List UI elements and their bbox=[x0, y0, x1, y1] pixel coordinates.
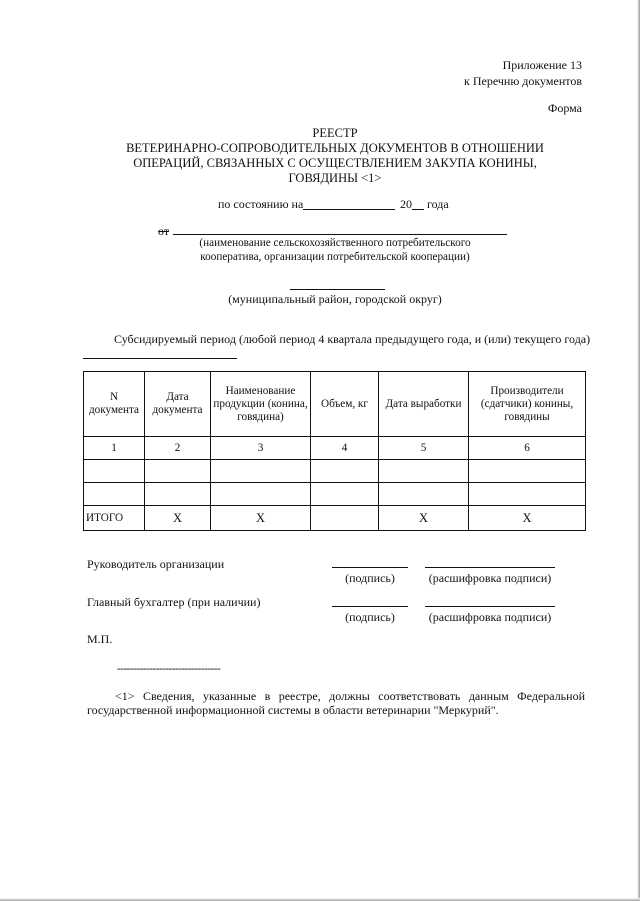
column-number: 4 bbox=[311, 437, 379, 460]
appendix-reference: к Перечню документов bbox=[464, 74, 582, 88]
column-number: 5 bbox=[379, 437, 469, 460]
table-row[interactable] bbox=[84, 460, 586, 483]
total-volume-cell[interactable] bbox=[311, 506, 379, 531]
registry-table bbox=[83, 371, 586, 531]
document-title: РЕЕСТР bbox=[312, 126, 358, 140]
table-cell[interactable] bbox=[311, 483, 379, 506]
head-of-organization-label: Руководитель организации bbox=[87, 557, 225, 571]
total-cell: Х bbox=[379, 506, 469, 531]
column-number: 2 bbox=[145, 437, 211, 460]
subsidy-period-blank[interactable] bbox=[83, 358, 237, 359]
signature-caption: (подпись) bbox=[345, 610, 395, 624]
district-blank[interactable] bbox=[290, 289, 385, 290]
footnote-separator: -------------------------------- bbox=[117, 663, 221, 675]
column-header: Объем, кг bbox=[311, 372, 379, 437]
column-number: 3 bbox=[211, 437, 311, 460]
table-cell[interactable] bbox=[469, 483, 586, 506]
date-prefix: по состоянию на bbox=[218, 197, 304, 211]
table-cell[interactable] bbox=[211, 483, 311, 506]
table-row[interactable] bbox=[84, 483, 586, 506]
seal-label: М.П. bbox=[87, 632, 113, 646]
total-cell: Х bbox=[469, 506, 586, 531]
table-cell[interactable] bbox=[469, 460, 586, 483]
appendix-number: Приложение 13 bbox=[502, 58, 582, 72]
subsidy-period-label: Субсидируемый период (любой период 4 квартала предыдущего года, и (или) текущего года) bbox=[114, 332, 591, 346]
table-cell[interactable] bbox=[84, 460, 145, 483]
table-header-row bbox=[84, 372, 586, 437]
table-cell[interactable] bbox=[145, 483, 211, 506]
date-blank[interactable] bbox=[303, 209, 395, 210]
table-cell[interactable] bbox=[379, 483, 469, 506]
total-label: ИТОГО bbox=[84, 506, 145, 531]
chief-accountant-label: Главный бухгалтер (при наличии) bbox=[87, 595, 261, 609]
date-suffix: года bbox=[427, 197, 449, 211]
head-signature-line[interactable] bbox=[332, 567, 408, 568]
column-number: 6 bbox=[469, 437, 586, 460]
organization-name-blank[interactable] bbox=[173, 234, 507, 235]
total-cell: Х bbox=[211, 506, 311, 531]
column-header: Дата документа bbox=[145, 372, 211, 437]
table-cell[interactable] bbox=[379, 460, 469, 483]
total-row bbox=[84, 506, 586, 531]
form-label: Форма bbox=[547, 101, 582, 115]
column-header: Дата выработки bbox=[379, 372, 469, 437]
table-cell[interactable] bbox=[211, 460, 311, 483]
document-title-line-4: ГОВЯДИНЫ <1> bbox=[288, 171, 382, 185]
organization-caption: (наименование сельскохозяйственного потребительского bbox=[199, 237, 471, 249]
from-label: от bbox=[158, 224, 170, 238]
column-number: 1 bbox=[84, 437, 145, 460]
year-prefix: 20 bbox=[400, 197, 412, 211]
footnote-text: <1> Сведения, указанные в реестре, должны соответствовать данным Федеральной государственной информационной системы в области ветеринарии "Меркурий". bbox=[87, 689, 585, 717]
column-number-row bbox=[84, 437, 586, 460]
table-cell[interactable] bbox=[145, 460, 211, 483]
organization-caption-2: кооператива, организации потребительской кооперации) bbox=[200, 251, 470, 263]
column-header: N документа bbox=[84, 372, 145, 437]
column-header: Наименование продукции (конина, говядина) bbox=[211, 372, 311, 437]
table-cell[interactable] bbox=[311, 460, 379, 483]
total-cell: Х bbox=[145, 506, 211, 531]
accountant-signature-line[interactable] bbox=[332, 606, 408, 607]
signature-caption: (подпись) bbox=[345, 571, 395, 585]
district-caption: (муниципальный район, городской округ) bbox=[228, 292, 442, 306]
accountant-decoding-line[interactable] bbox=[425, 606, 555, 607]
decoding-caption: (расшифровка подписи) bbox=[428, 571, 552, 585]
table-cell[interactable] bbox=[84, 483, 145, 506]
document-title-line-2: ВЕТЕРИНАРНО-СОПРОВОДИТЕЛЬНЫХ ДОКУМЕНТОВ В ОТНОШЕНИИ bbox=[126, 141, 544, 155]
column-header: Производители (сдатчики) конины, говядины bbox=[469, 372, 586, 437]
year-blank[interactable] bbox=[412, 209, 424, 210]
document-title-line-3: ОПЕРАЦИЙ, СВЯЗАННЫХ С ОСУЩЕСТВЛЕНИЕМ ЗАКУПА КОНИНЫ, bbox=[133, 156, 537, 170]
head-decoding-line[interactable] bbox=[425, 567, 555, 568]
decoding-caption: (расшифровка подписи) bbox=[428, 610, 552, 624]
